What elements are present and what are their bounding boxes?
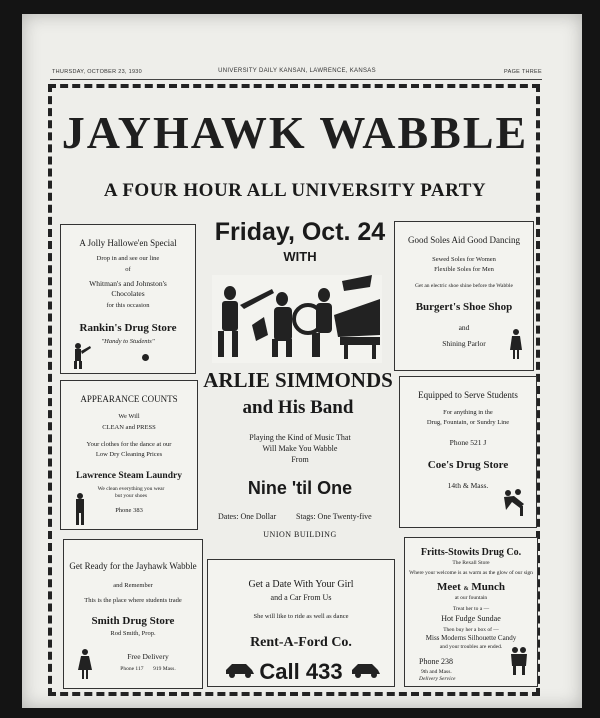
laundry-line: Low Dry Cleaning Prices: [95, 451, 163, 459]
header-rule: [50, 79, 542, 80]
burgert-line: Sewed Soles for Women: [432, 256, 496, 264]
header-masthead: UNIVERSITY DAILY KANSAN, LAWRENCE, KANSAS: [218, 68, 376, 74]
smith-name: Smith Drug Store: [91, 614, 175, 627]
burgert-and: and: [458, 322, 470, 332]
rankin-line: for this occasion: [106, 301, 150, 309]
car-icon: [350, 660, 382, 678]
dancer-figure: [508, 328, 524, 360]
coes-heading: Equipped to Serve Students: [418, 390, 518, 400]
rankin-line: Drop in and see our line: [96, 255, 160, 263]
dancers-figure: [70, 342, 94, 370]
rankin-line: of: [125, 265, 131, 273]
playing-line: From: [291, 455, 309, 465]
rankin-line: Chocolates: [111, 288, 145, 298]
fritts-intro: Where your welcome is as warm as the glow of our sign: [409, 569, 533, 576]
ad-subtitle: A FOUR HOUR ALL UNIVERSITY PARTY: [103, 180, 487, 201]
rankin-line: Whitman's and Johnston's: [89, 278, 167, 288]
smith-heading: Get Ready for the Jayhawk Wabble: [69, 561, 197, 571]
coes-address: 14th & Mass.: [447, 480, 489, 490]
smith-remember: and Remember: [113, 582, 153, 590]
coes-line: Drug, Fountain, or Sundry Line: [426, 418, 510, 426]
fritts-candy: Miss Moderns Silhouette Candy: [425, 634, 517, 643]
couple-dancing-figure: [508, 646, 530, 676]
laundry-phone: Phone 383: [115, 506, 143, 514]
fritts-munch: Munch: [471, 581, 505, 594]
band-illustration: [212, 275, 382, 363]
bullet-dot: [142, 354, 149, 361]
laundry-line: We Will: [118, 413, 140, 421]
fritts-address: 9th and Mass.: [421, 668, 452, 675]
rankin-slogan: "Handy to Students": [101, 337, 155, 345]
burgert-line: Flexible Soles for Men: [434, 265, 494, 273]
rankin-name: Rankin's Drug Store: [79, 321, 177, 334]
band-subtitle: and His Band: [242, 397, 354, 418]
coes-phone: Phone 521 J: [449, 437, 487, 447]
burgert-heading: Good Soles Aid Good Dancing: [408, 235, 520, 245]
fritts-meet-munch: Meet & Munch: [437, 581, 505, 594]
smith-phone: Phone 117: [120, 666, 144, 673]
burgert-name: Burgert's Shoe Shop: [415, 301, 513, 314]
event-date: Friday, Oct. 24: [214, 218, 386, 246]
girl-figure: [76, 648, 94, 680]
event-date-block: [205, 220, 395, 264]
newspaper-header: [52, 67, 542, 79]
header-date: THURSDAY, OCTOBER 23, 1930: [52, 69, 143, 75]
smith-line: This is the place where students trade: [84, 596, 182, 604]
smith-address: 919 Mass.: [153, 666, 176, 673]
man-figure: [72, 492, 88, 526]
playing-line: Playing the Kind of Music That: [249, 433, 351, 442]
burgert-parlor: Shining Parlor: [442, 339, 486, 349]
couple-figure: [500, 488, 528, 518]
fritts-sundae: Hot Fudge Sundae: [441, 614, 501, 624]
rankin-heading: A Jolly Hallowe'en Special: [79, 238, 177, 248]
playing-text: [210, 432, 390, 466]
laundry-heading: APPEARANCE COUNTS: [80, 394, 178, 404]
rentford-heading: Get a Date With Your Girl: [248, 579, 354, 590]
ad-title: JAYHAWK WABBLE: [61, 107, 529, 158]
fritts-at: at our fountain: [454, 595, 488, 602]
fritts-treat: Treat her to a —: [452, 605, 490, 612]
fritts-phone: Phone 238: [419, 657, 453, 667]
burgert-note: Get an electric shoe shine before the Wabble: [415, 282, 513, 289]
rentford-line: She will like to ride as well as dance: [253, 613, 349, 621]
header-page: PAGE THREE: [504, 69, 542, 75]
laundry-tagline: We clean everything you wear but your shoes: [97, 486, 165, 500]
stags-price: Stags: One Twenty-five: [296, 512, 372, 521]
playing-line: Will Make You Wabble: [262, 444, 338, 454]
laundry-name: Lawrence Steam Laundry: [76, 471, 182, 482]
event-venue: UNION BUILDING: [263, 530, 337, 539]
fritts-delivery: Delivery Service: [419, 676, 456, 683]
laundry-line: CLEAN and PRESS: [102, 423, 156, 431]
fritts-meet: Meet: [437, 581, 461, 594]
car-icon: [224, 660, 256, 678]
coes-name: Coe's Drug Store: [427, 458, 509, 471]
fritts-tagline: The Rexall Store: [452, 559, 490, 566]
rentford-sub: and a Car From Us: [270, 592, 332, 602]
coes-line: For anything in the: [443, 409, 493, 417]
fritts-ended: and your troubles are ended.: [439, 643, 503, 650]
dates-price: Dates: One Dollar: [218, 512, 277, 521]
event-with: WITH: [283, 249, 317, 264]
rentford-name: Rent-A-Ford Co.: [250, 635, 352, 651]
event-hours: Nine 'til One: [247, 478, 353, 498]
smith-contact: [94, 666, 202, 673]
rentford-call: Call 433: [259, 658, 343, 684]
smith-prop: Rod Smith, Prop.: [110, 629, 156, 637]
smith-delivery: Free Delivery: [127, 652, 169, 662]
fritts-buy: Then buy her a box of —: [443, 626, 499, 633]
laundry-line: Your clothes for the dance at our: [86, 440, 172, 448]
band-name: ARLIE SIMMONDS: [203, 368, 393, 392]
fritts-name: Fritts-Stowits Drug Co.: [420, 547, 522, 558]
